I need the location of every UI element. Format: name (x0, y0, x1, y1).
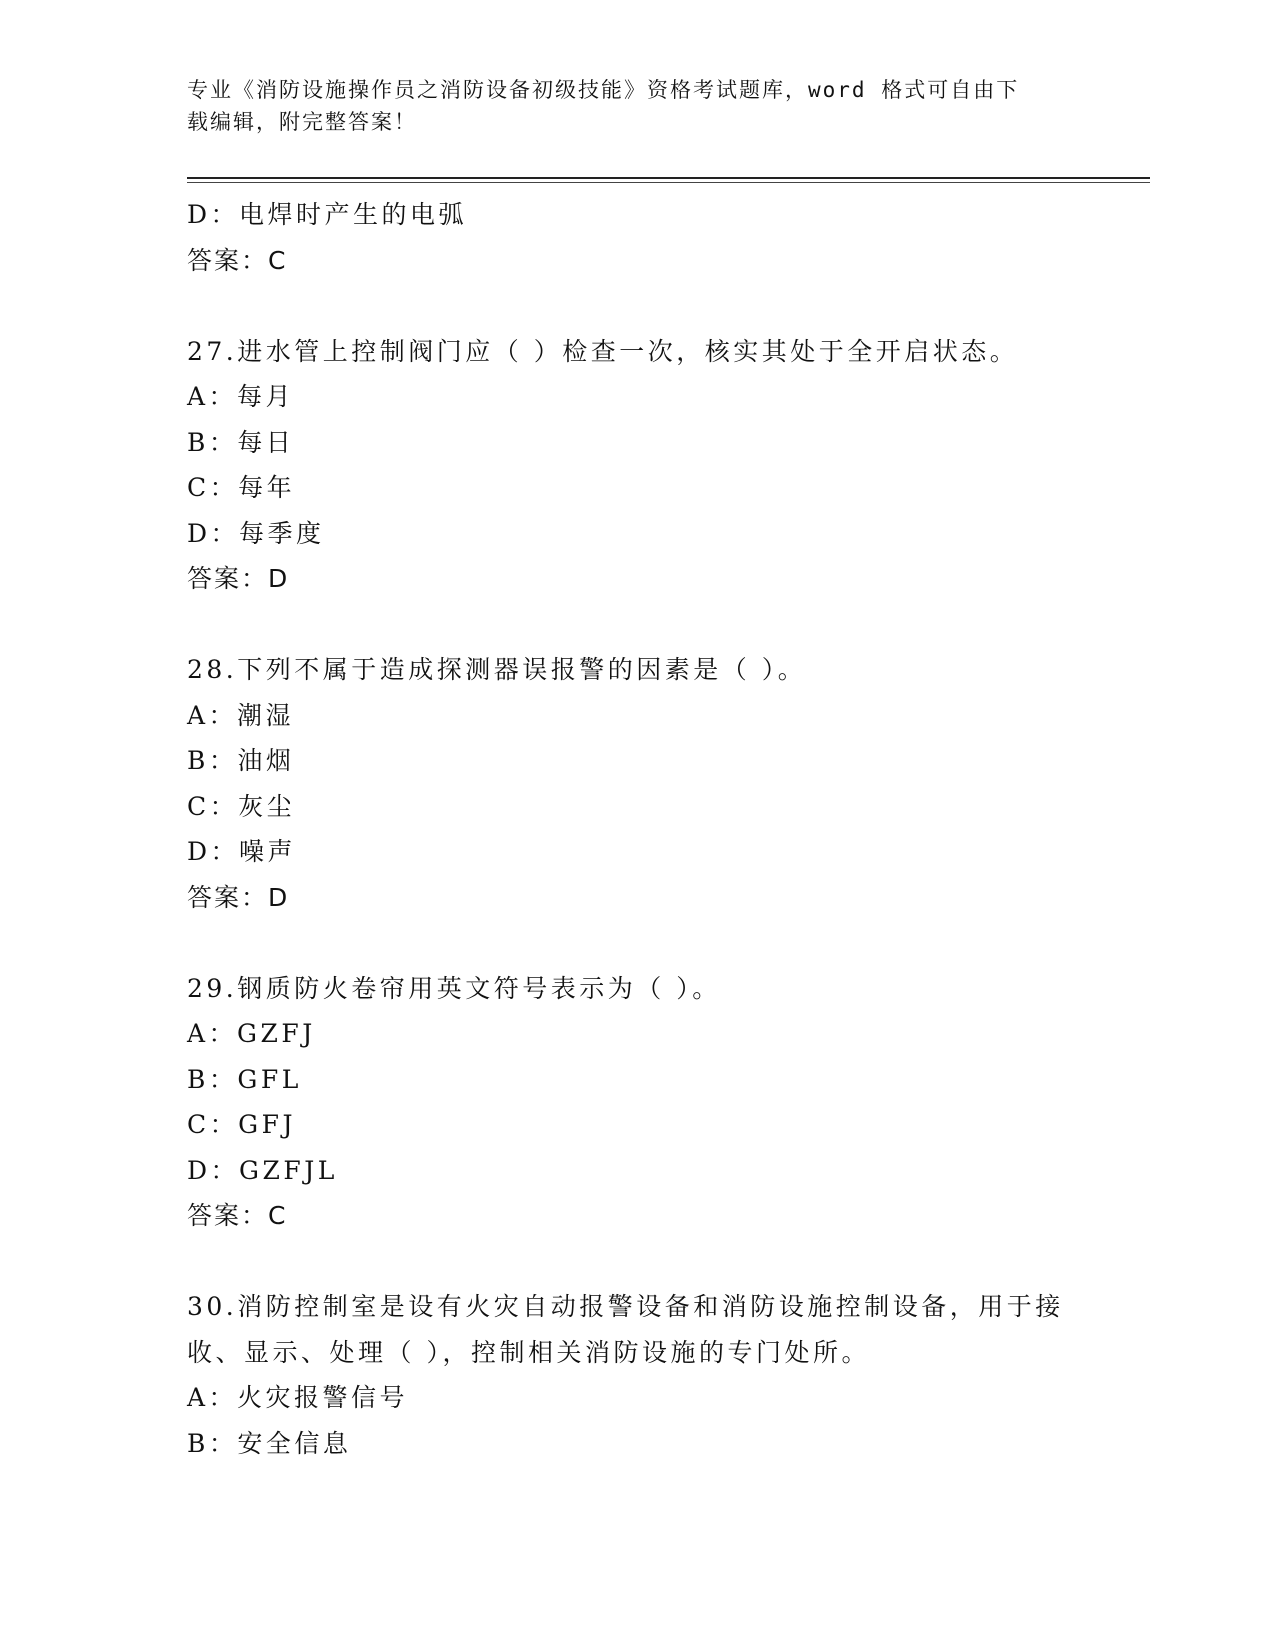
answer-label: 答案：C (187, 245, 288, 275)
spacer (187, 602, 1087, 648)
spacer (187, 283, 1087, 329)
option-b: B：安全信息 (187, 1428, 352, 1458)
question-text-line-2: 收、显示、处理（ ），控制相关消防设施的专门处所。 (187, 1337, 870, 1367)
spacer (187, 1239, 1087, 1285)
answer-label: 答案：C (187, 1201, 288, 1230)
option-a: A：潮湿 (187, 700, 295, 730)
option-d: D：每季度 (187, 518, 325, 548)
option-b: B：每日 (187, 427, 295, 457)
option-a: A：GZFJ (187, 1019, 316, 1048)
question-26 (187, 192, 1087, 283)
document-header (187, 74, 1067, 138)
question-27 (187, 329, 1087, 602)
option-c: C：每年 (187, 473, 296, 502)
question-text: 28.下列不属于造成探测器误报警的因素是（ ）。 (187, 655, 807, 684)
question-text: 29.钢质防火卷帘用英文符号表示为（ ）。 (187, 973, 721, 1003)
header-line-2: 载编辑，附完整答案！ (187, 110, 417, 134)
option-d: D：GZFJL (187, 1155, 338, 1185)
option-b: B：GFL (187, 1064, 302, 1094)
option-a: A：火灾报警信号 (187, 1383, 409, 1412)
question-28 (187, 647, 1087, 920)
question-text-line-1: 30.消防控制室是设有火灾自动报警设备和消防设施控制设备，用于接 (187, 1292, 1064, 1321)
option-c: C：灰尘 (187, 791, 296, 821)
option-d: D：电焊时产生的电弧 (187, 200, 468, 229)
answer-label: 答案：D (187, 882, 290, 912)
question-list (187, 192, 1087, 1466)
answer-label: 答案：D (187, 564, 290, 593)
spacer (187, 920, 1087, 966)
option-b: B：油烟 (187, 746, 295, 775)
header-line-1: 专业《消防设施操作员之消防设备初级技能》资格考试题库，word 格式可自由下 (187, 78, 1020, 102)
question-text: 27.进水管上控制阀门应（ ）检查一次，核实其处于全开启状态。 (187, 336, 1019, 366)
option-a: A：每月 (187, 382, 295, 411)
option-d: D：噪声 (187, 837, 297, 866)
question-29 (187, 966, 1087, 1239)
header-divider-thin (187, 182, 1150, 183)
question-30 (187, 1284, 1087, 1466)
header-divider-thick (187, 177, 1150, 179)
option-c: C：GFJ (187, 1110, 296, 1139)
